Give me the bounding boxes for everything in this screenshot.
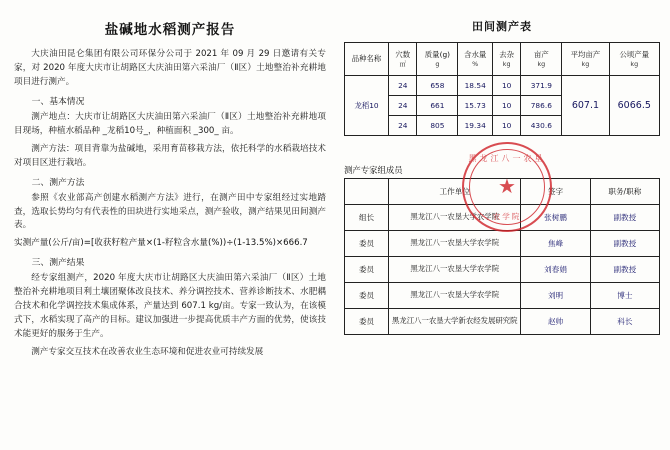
col-title: 职务/职称 [590, 179, 659, 205]
cell-org: 黑龙江八一农垦大学农学院 [389, 205, 521, 231]
cell-org: 黑龙江八一农垦大学农学院 [389, 231, 521, 257]
cell-ha-yield: 6066.5 [609, 76, 659, 136]
members-section [344, 154, 660, 335]
section-body-1a: 测产地点：大庆市让胡路区大庆油田第六采油厂（Ⅱ区）土地整治补充耕地项目现场，种植水稻品种 _龙稻10号_，种植面积 _300_ 亩。 [14, 111, 326, 136]
table-row [345, 231, 660, 257]
cell-mass: 805 [417, 116, 458, 136]
col-mu-yield: 亩产 kg [521, 43, 562, 76]
field-yield-table [344, 42, 660, 136]
section-body-1b: 测产方法：项目背靠为盐碱地，采用育苗移栽方法，依托科学的水稻栽培技术对项目区进行栽培。 [14, 143, 326, 168]
col-holes: 穴数 ㎡ [389, 43, 417, 76]
table-row [345, 283, 660, 309]
cell-role: 委员 [345, 309, 389, 335]
table-row [345, 205, 660, 231]
cell-impurity: 10 [493, 116, 521, 136]
cell-variety: 龙稻10 [345, 76, 389, 136]
cell-org: 黑龙江八一农垦大学新农经发展研究院 [389, 309, 521, 335]
cell-impurity: 10 [493, 96, 521, 116]
cell-title: 科长 [590, 309, 659, 335]
col-avg-yield: 平均亩产 kg [562, 43, 609, 76]
yield-formula: 实测产量(公斤/亩)=[收获籽粒产量×(1-籽粒含水量(%))÷(1-13.5%)×666.7 [14, 238, 308, 249]
cell-mass: 661 [417, 96, 458, 116]
table-row [345, 76, 660, 96]
cell-moisture: 18.54 [458, 76, 493, 96]
table-row [345, 257, 660, 283]
cell-moisture: 19.34 [458, 116, 493, 136]
cell-title: 副教授 [590, 257, 659, 283]
cell-signature: 赵帅 [521, 309, 590, 335]
cell-avg-yield: 607.1 [562, 76, 609, 136]
cell-title: 副教授 [590, 205, 659, 231]
cell-signature: 焦峰 [521, 231, 590, 257]
cell-signature: 张树鹏 [521, 205, 590, 231]
section-heading-3: 三、测产结果 [31, 258, 85, 269]
cell-role: 组长 [345, 205, 389, 231]
cell-mu-yield: 371.9 [521, 76, 562, 96]
seal-bottom-text: 农学院 [492, 212, 522, 221]
seal-top-text: 黑龙江八一农垦 [468, 154, 546, 163]
cell-role: 委员 [345, 231, 389, 257]
seal-star-icon: ★ [498, 176, 516, 198]
expert-members-table [344, 178, 660, 335]
col-impurity: 去杂 kg [493, 43, 521, 76]
cell-signature: 刘春娟 [521, 257, 590, 283]
col-moisture: 含水量 % [458, 43, 493, 76]
intro-paragraph: 大庆油田昆仑集团有限公司环保分公司于 2021 年 09 月 29 日邀请有关专家，对 2020 年度大庆市让胡路区大庆油田第六采油厂（Ⅱ区）土地整治补充耕地项目进行测产。 [14, 49, 326, 87]
table-row [345, 309, 660, 335]
closing-paragraph: 测产专家交互技术在改善农业生态环境和促进农业可持续发展 [31, 346, 264, 357]
section-heading-2: 二、测产方法 [31, 177, 85, 188]
section-body-2: 参照《农业部高产创建水稻测产方法》进行，在测产田中专家组经过实地踏查，选取长势均匀有代表性的田块进行实地采点，测产验收，测产结果见田间测产表。 [14, 192, 326, 231]
col-signature: 签字 [521, 179, 590, 205]
cell-mu-yield: 786.6 [521, 96, 562, 116]
cell-title: 副教授 [590, 231, 659, 257]
cell-holes: 24 [389, 116, 417, 136]
col-variety: 品种名称 [345, 43, 389, 76]
cell-role: 委员 [345, 257, 389, 283]
cell-impurity: 10 [493, 76, 521, 96]
cell-mu-yield: 430.6 [521, 116, 562, 136]
section-heading-1: 一、基本情况 [31, 96, 85, 107]
cell-holes: 24 [389, 76, 417, 96]
cell-role: 委员 [345, 283, 389, 309]
col-ha-yield: 公顷产量 kg [609, 43, 659, 76]
cell-signature: 刘明 [521, 283, 590, 309]
section-body-3: 经专家组测产，2020 年度大庆市让胡路区大庆油田第六采油厂（Ⅱ区）土地整治补充耕地项目利土壤团聚体改良技术、养分调控技术、营养诊断技术、水肥耦合技术和化学调控技术集成体系，产量达到 607.1 kg/亩。专家一致认为，在该模式下，水稻实现了高产的目标。建议加强进一步提高优质丰产方面的优势，使该技术能更好的服务于生产。 [14, 273, 326, 339]
col-role [345, 179, 389, 205]
cell-title: 博士 [590, 283, 659, 309]
cell-org: 黑龙江八一农垦大学农学院 [389, 283, 521, 309]
tables-column [338, 0, 670, 450]
members-table-title: 测产专家组成员 [344, 165, 403, 175]
cell-holes: 24 [389, 96, 417, 116]
page-title: 盐碱地水稻测产报告 [104, 22, 236, 38]
table-header-row [345, 43, 660, 76]
cell-org: 黑龙江八一农垦大学农学院 [389, 257, 521, 283]
col-org: 工作单位 [389, 179, 521, 205]
field-table-title: 田间测产表 [472, 20, 532, 33]
col-mass: 质量(g) g [417, 43, 458, 76]
cell-mass: 658 [417, 76, 458, 96]
cell-moisture: 15.73 [458, 96, 493, 116]
table-header-row [345, 179, 660, 205]
